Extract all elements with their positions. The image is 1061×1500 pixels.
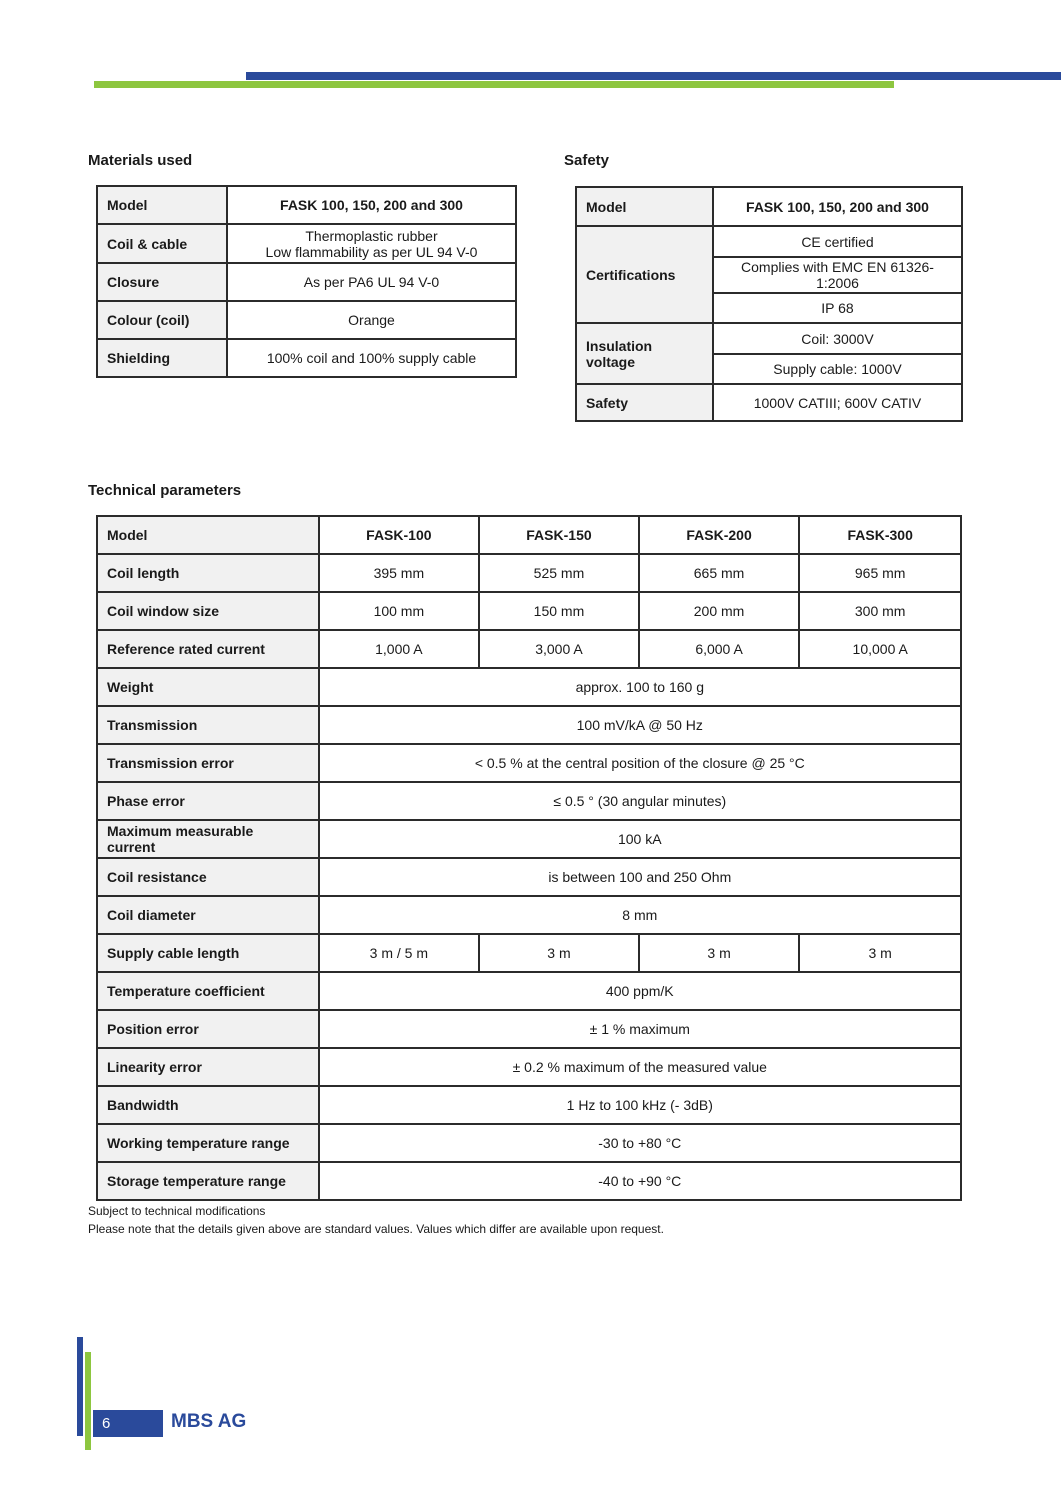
row-label: Closure	[97, 263, 227, 301]
table-row	[97, 186, 516, 224]
value-line: 1:2006	[816, 275, 859, 291]
label-line: Weight	[107, 679, 154, 695]
row-label	[97, 858, 319, 896]
table-row	[97, 301, 516, 339]
label-line: Coil diameter	[107, 907, 196, 923]
label-line: Transmission	[107, 717, 198, 733]
table-row	[97, 668, 961, 706]
row-label	[97, 896, 319, 934]
footer-blue-bar	[77, 1337, 83, 1436]
label-line: Working temperature range	[107, 1135, 290, 1151]
label-line: Bandwidth	[107, 1097, 179, 1113]
row-label	[97, 1048, 319, 1086]
table-row	[97, 339, 516, 377]
table-row	[97, 1086, 961, 1124]
table-row	[97, 744, 961, 782]
row-value: is between 100 and 250 Ohm	[319, 858, 961, 896]
row-value: As per PA6 UL 94 V-0	[227, 263, 516, 301]
label-line: Temperature coefficient	[107, 983, 265, 999]
header-green-bar	[94, 81, 894, 88]
row-value: 100 mV/kA @ 50 Hz	[319, 706, 961, 744]
row-label	[97, 668, 319, 706]
table-row	[97, 1010, 961, 1048]
header-label: Model	[97, 516, 319, 554]
row-value: 3 m	[479, 934, 639, 972]
row-value: IP 68	[713, 293, 962, 323]
technical-title: Technical parameters	[88, 482, 242, 499]
page-number: 6	[93, 1410, 163, 1437]
table-row	[97, 1124, 961, 1162]
footer-green-bar	[85, 1352, 91, 1450]
row-value: 6,000 A	[639, 630, 800, 668]
row-value: 1 Hz to 100 kHz (- 3dB)	[319, 1086, 961, 1124]
row-label: Certifications	[576, 226, 713, 323]
model-header: FASK-150	[479, 516, 639, 554]
value-line: Low flammability as per UL 94 V-0	[265, 243, 478, 260]
row-label	[97, 592, 319, 630]
row-value: 100 mm	[319, 592, 480, 630]
row-label: Safety	[576, 384, 713, 421]
label-line: Linearity error	[107, 1059, 202, 1075]
row-label	[97, 744, 319, 782]
row-label	[97, 1124, 319, 1162]
row-value: CE certified	[713, 226, 962, 257]
table-row	[97, 224, 516, 263]
row-value	[713, 257, 962, 293]
row-value: 100 kA	[319, 820, 961, 858]
table-row	[97, 1162, 961, 1200]
table-row	[97, 820, 961, 858]
label-line: Storage temperature range	[107, 1173, 286, 1189]
row-value: approx. 100 to 160 g	[319, 668, 961, 706]
row-label	[97, 934, 319, 972]
row-label: Coil & cable	[97, 224, 227, 263]
row-value: 1000V CATIII; 600V CATIV	[713, 384, 962, 421]
label-line: Insulation	[586, 337, 653, 354]
row-value: 3,000 A	[479, 630, 639, 668]
row-label	[97, 782, 319, 820]
row-value: 8 mm	[319, 896, 961, 934]
table-row	[97, 782, 961, 820]
row-value: 965 mm	[799, 554, 961, 592]
row-label	[97, 706, 319, 744]
table-row	[97, 706, 961, 744]
row-label	[576, 323, 713, 384]
table-row	[576, 323, 962, 354]
row-value: FASK 100, 150, 200 and 300	[713, 187, 962, 226]
table-header-row	[97, 516, 961, 554]
row-value: FASK 100, 150, 200 and 300	[227, 186, 516, 224]
label-line: Supply cable length	[107, 945, 240, 961]
table-row	[97, 263, 516, 301]
row-value: 150 mm	[479, 592, 639, 630]
table-row	[576, 187, 962, 226]
technical-table	[96, 515, 962, 1201]
row-value: 3 m	[639, 934, 800, 972]
table-row	[97, 630, 961, 668]
table-row	[97, 554, 961, 592]
row-value: 3 m	[799, 934, 961, 972]
row-label: Colour (coil)	[97, 301, 227, 339]
company-name: MBS AG	[171, 1411, 247, 1432]
row-label: Model	[97, 186, 227, 224]
header-blue-bar	[246, 72, 1061, 80]
row-value: 1,000 A	[319, 630, 480, 668]
table-row	[97, 592, 961, 630]
row-value: 525 mm	[479, 554, 639, 592]
row-value: 100% coil and 100% supply cable	[227, 339, 516, 377]
safety-title: Safety	[564, 152, 610, 169]
row-label	[97, 554, 319, 592]
row-value: 10,000 A	[799, 630, 961, 668]
model-header: FASK-100	[319, 516, 480, 554]
row-label: Shielding	[97, 339, 227, 377]
row-value: 200 mm	[639, 592, 800, 630]
row-value: ± 0.2 % maximum of the measured value	[319, 1048, 961, 1086]
row-label: Model	[576, 187, 713, 226]
label-line: Maximum measurable	[107, 823, 254, 839]
label-line: Coil window size	[107, 603, 220, 619]
table-row	[576, 226, 962, 257]
row-value: 665 mm	[639, 554, 800, 592]
row-value: Orange	[227, 301, 516, 339]
table-row	[97, 972, 961, 1010]
row-value: 300 mm	[799, 592, 961, 630]
label-line: Coil resistance	[107, 869, 207, 885]
row-value: Coil: 3000V	[713, 323, 962, 354]
note-line: Subject to technical modifications	[88, 1204, 266, 1218]
row-value	[227, 224, 516, 263]
value-line: Complies with EMC EN 61326-	[741, 259, 934, 275]
row-value: 400 ppm/K	[319, 972, 961, 1010]
row-label	[97, 1162, 319, 1200]
model-header: FASK-200	[639, 516, 800, 554]
table-row	[97, 858, 961, 896]
row-label	[97, 820, 319, 858]
label-line: Reference rated current	[107, 641, 265, 657]
row-label	[97, 630, 319, 668]
row-value: -30 to +80 °C	[319, 1124, 961, 1162]
row-label	[97, 972, 319, 1010]
row-value: Supply cable: 1000V	[713, 354, 962, 384]
label-line: Coil length	[107, 565, 180, 581]
label-line: voltage	[586, 353, 636, 370]
row-value: -40 to +90 °C	[319, 1162, 961, 1200]
row-label	[97, 1086, 319, 1124]
label-line: Transmission error	[107, 755, 234, 771]
value-line: Thermoplastic rubber	[305, 227, 438, 244]
row-value: 395 mm	[319, 554, 480, 592]
note-line: Please note that the details given above are standard values. Values which differ are available upon request.	[88, 1222, 664, 1236]
model-header: FASK-300	[799, 516, 961, 554]
safety-table	[575, 186, 963, 422]
table-row	[97, 934, 961, 972]
materials-table	[96, 185, 517, 378]
table-row	[97, 896, 961, 934]
row-value: ± 1 % maximum	[319, 1010, 961, 1048]
row-value: ≤ 0.5 ° (30 angular minutes)	[319, 782, 961, 820]
table-row	[576, 384, 962, 421]
table-row	[97, 1048, 961, 1086]
label-line: Position error	[107, 1021, 199, 1037]
label-line: Phase error	[107, 793, 185, 809]
row-value: < 0.5 % at the central position of the closure @ 25 °C	[319, 744, 961, 782]
row-value: 3 m / 5 m	[319, 934, 480, 972]
row-label	[97, 1010, 319, 1048]
materials-title: Materials used	[88, 152, 193, 169]
label-line: current	[107, 839, 156, 855]
